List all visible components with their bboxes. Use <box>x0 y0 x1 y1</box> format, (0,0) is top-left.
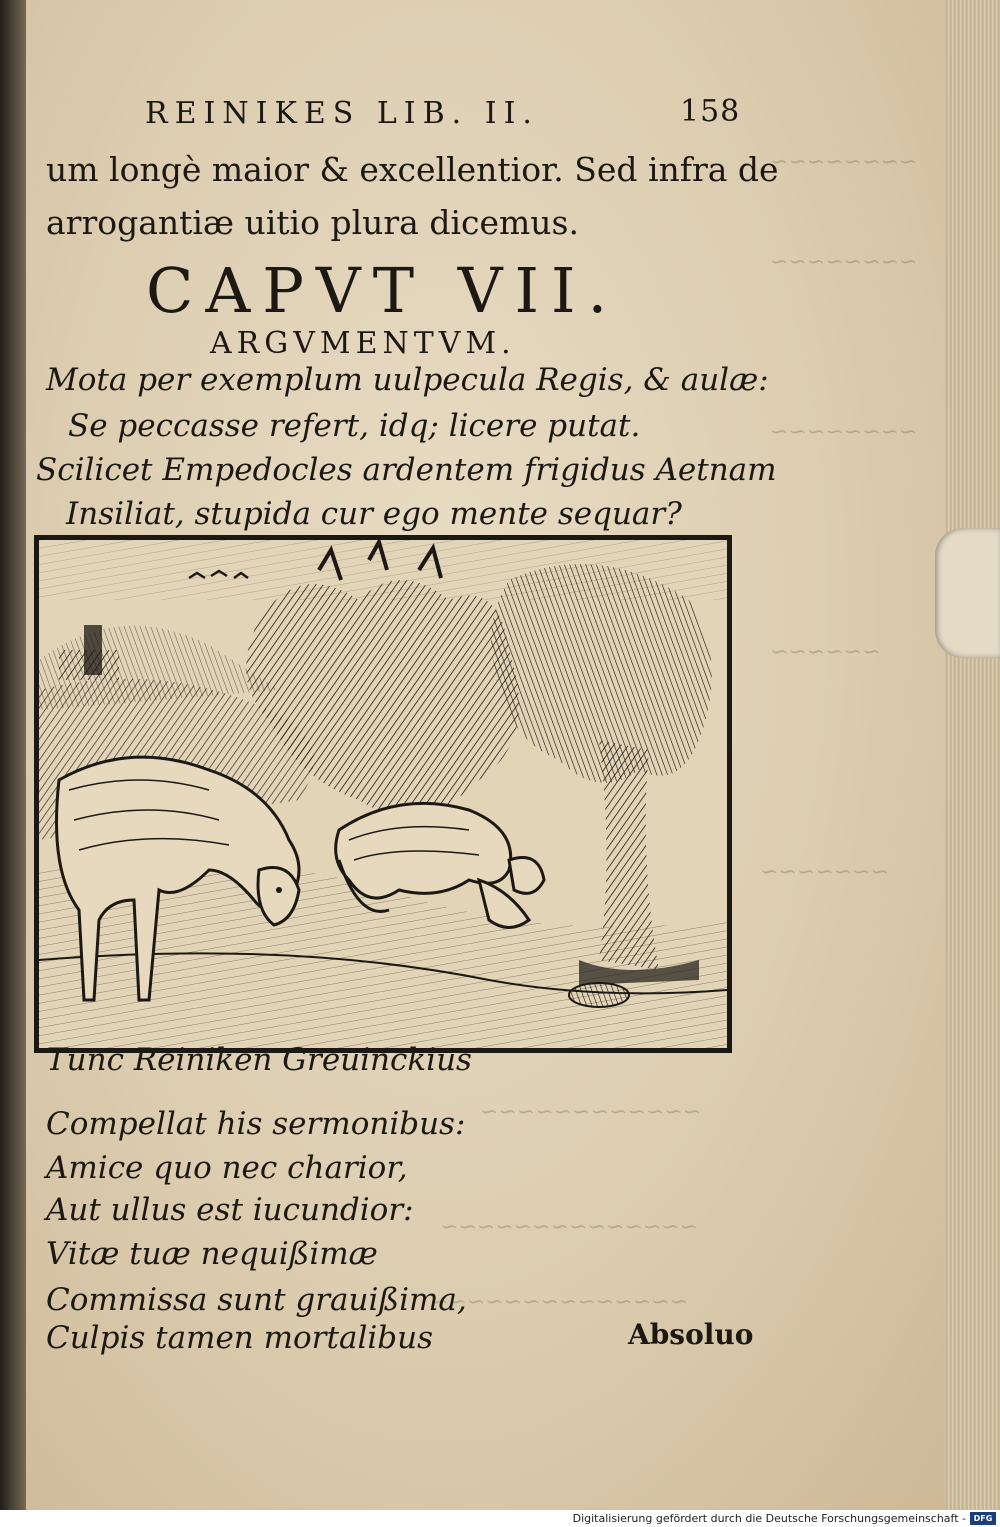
poem-line: Vitæ tuæ nequißimæ <box>46 1236 378 1272</box>
argumentum-line: Insiliat, stupida cur ego mente sequar? <box>66 496 682 532</box>
show-through-text: ~~~~~~ <box>770 640 881 665</box>
show-through-text: ~~~~~~~ <box>760 860 890 885</box>
digitization-credit-bar <box>0 1510 1000 1527</box>
chapter-title: CAPVT VII. <box>146 254 620 327</box>
show-through-text: ~~~~~~~~ <box>770 420 918 445</box>
poem-line: Commissa sunt grauißima, <box>46 1282 467 1318</box>
book-clasp <box>935 528 1000 658</box>
prose-line: um longè maior & excellentior. Sed infra de <box>46 150 779 189</box>
woodcut-illustration <box>34 535 732 1053</box>
bird-in-mouth <box>509 858 544 894</box>
poem-line: Aut ullus est iucundior: <box>46 1192 414 1228</box>
poem-line: Compellat his sermonibus: <box>46 1106 466 1142</box>
argumentum-heading: ARGVMENTVM. <box>210 326 516 361</box>
show-through-text: ~~~~~~~~ <box>770 150 918 175</box>
dfg-logo-icon: DFG <box>970 1512 996 1525</box>
poem-line: Amice quo nec charior, <box>46 1150 408 1186</box>
argumentum-line: Scilicet Empedocles ardentem frigidus Aetnam <box>36 452 777 488</box>
show-through-text: ~~~~~~~~ <box>770 250 918 275</box>
page-number: 158 <box>680 94 741 129</box>
poem-line: Culpis tamen mortalibus <box>46 1320 433 1356</box>
prose-line: arrogantiæ uitio plura dicemus. <box>46 203 579 242</box>
argumentum-line: Mota per exemplum uulpecula Regis, & aulæ: <box>46 362 769 398</box>
woodcut-scene <box>39 540 727 1048</box>
running-head-title: REINIKES LIB. II. <box>145 96 539 131</box>
running-head <box>145 96 745 131</box>
catchword: Absoluo <box>628 1318 754 1351</box>
show-through-text: ~~~~~~~~~~~~~~ <box>440 1215 699 1240</box>
poem-line: Tunc Reiniken Greuinckius <box>46 1042 472 1078</box>
show-through-text: ~~~~~~~~~~~~ <box>480 1100 702 1125</box>
digitization-credit: Digitalisierung gefördert durch die Deutsche Forschungsgemeinschaft - <box>572 1512 966 1525</box>
show-through-text: ~~~~~~~~~~~~~~ <box>430 1290 689 1315</box>
page-edges <box>945 0 1000 1510</box>
argumentum-line: Se peccasse refert, idq; licere putat. <box>68 408 641 444</box>
